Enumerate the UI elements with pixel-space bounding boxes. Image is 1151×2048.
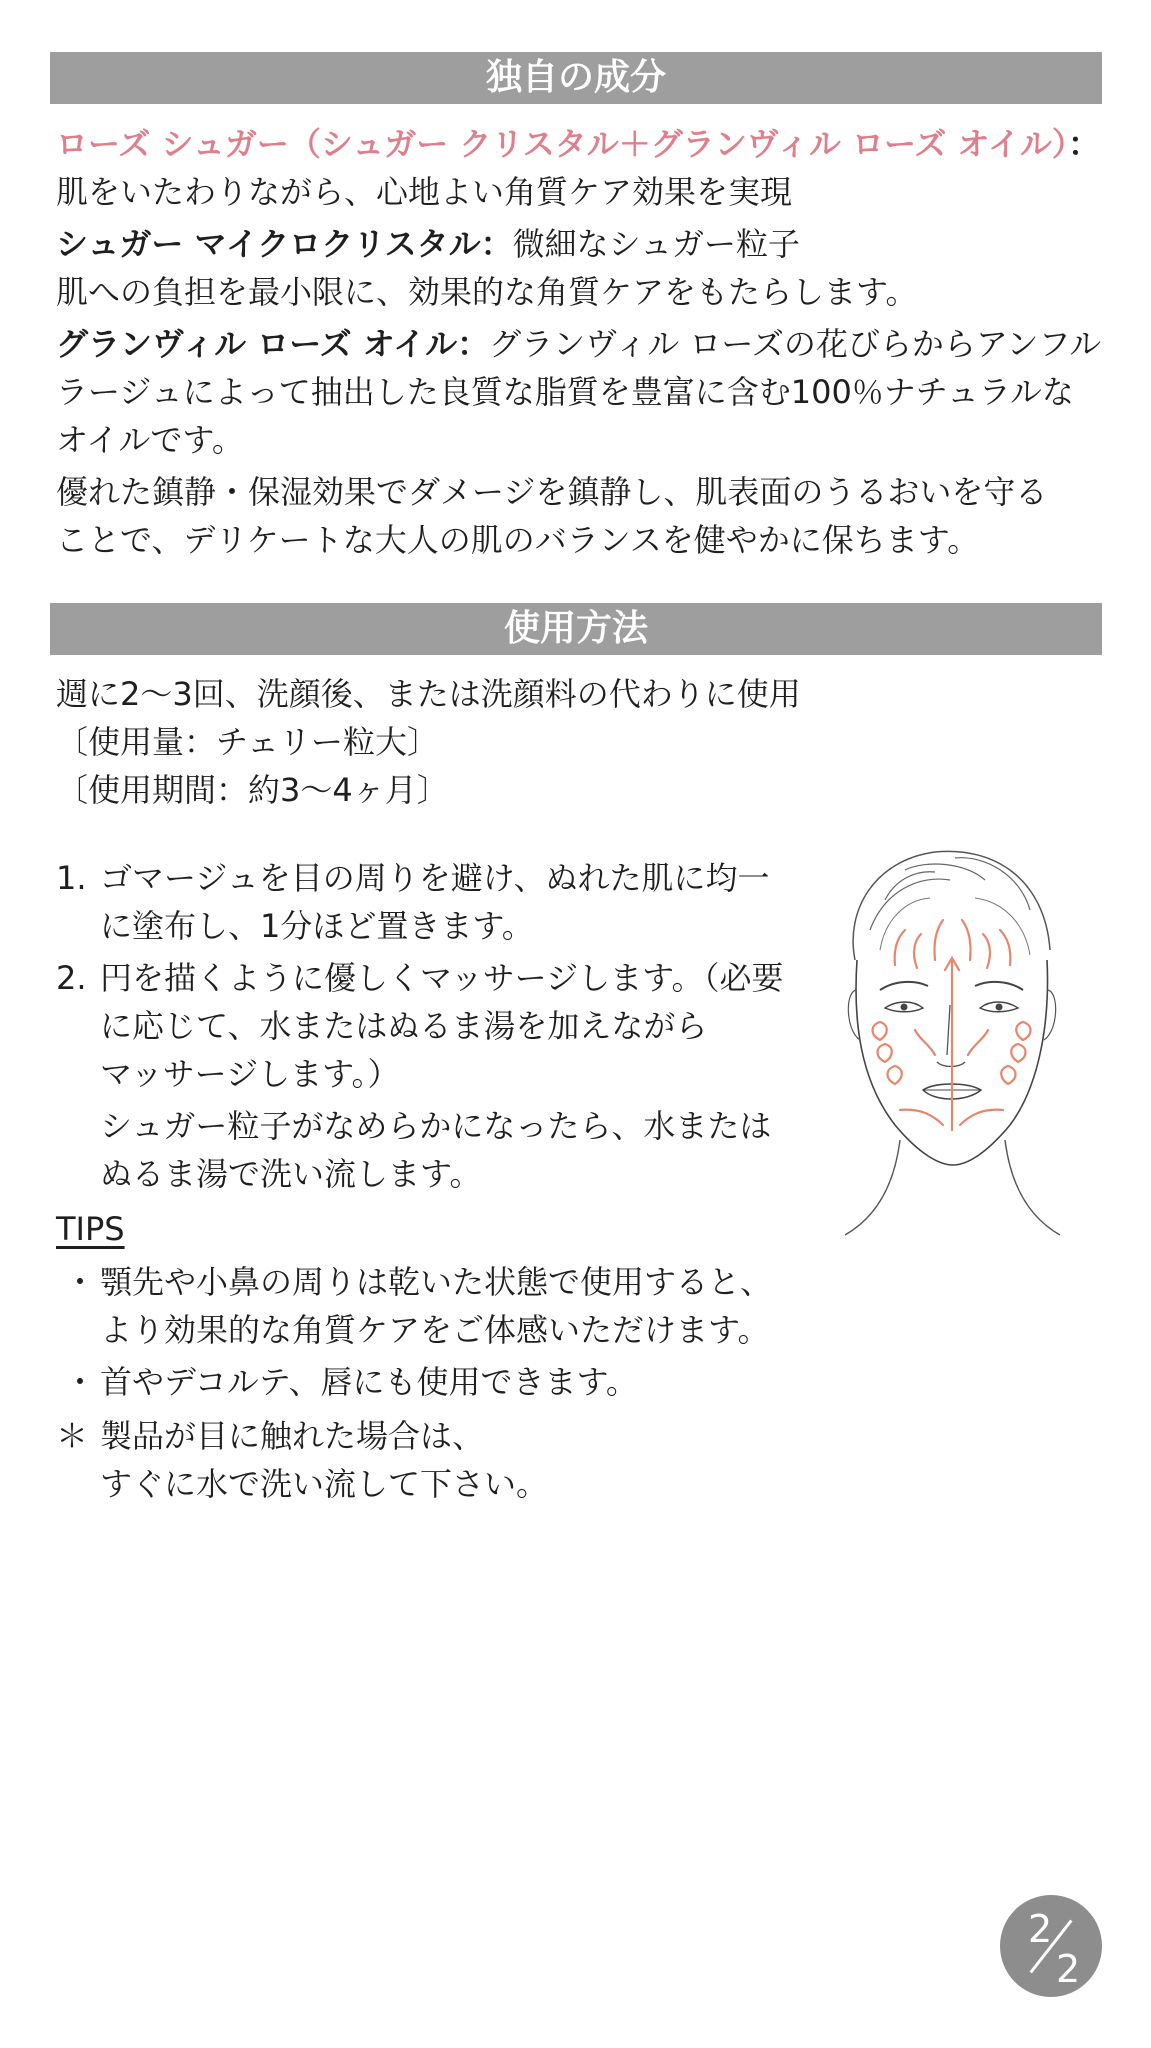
- granville-desc3: オイルです。: [56, 421, 244, 459]
- sugar-micro-name: シュガー マイクロクリスタル：: [56, 225, 513, 263]
- tip1-line2: より効果的な角質ケアをご体感いただけます。: [100, 1311, 770, 1349]
- page-indicator-badge: [1000, 1895, 1102, 1997]
- benefit-line2: ことで、デリケートな大人の肌のバランスを健やかに保ちます。: [56, 521, 980, 559]
- sugar-micro-line: [56, 222, 800, 266]
- sugar-micro-desc1: 微細なシュガー粒子: [512, 225, 800, 263]
- tip1-line1: 顎先や小鼻の周りは乾いた状態で使用すると、: [100, 1263, 773, 1301]
- ingredients-section-title: 独自の成分: [485, 57, 666, 98]
- benefit-line1: 優れた鎮静・保湿効果でダメージを鎮静し、肌表面のうるおいを守る: [56, 473, 1048, 511]
- usage-frequency: 週に2〜3回、洗顔後、または洗顔料の代わりに使用: [56, 675, 801, 713]
- sugar-micro-desc2: 肌への負担を最小限に、効果的な角質ケアをもたらします。: [56, 273, 918, 311]
- caution-mark: ＊: [56, 1417, 89, 1455]
- step1-line1: ゴマージュを目の周りを避け、ぬれた肌に均一: [100, 859, 770, 897]
- rose-sugar-desc: 肌をいたわりながら、心地よい角質ケア効果を実現: [56, 173, 793, 211]
- rose-sugar-heading: [56, 122, 1100, 166]
- step2-line3: マッサージします。）: [100, 1055, 400, 1093]
- usage-period: 〔使用期間：約3〜4ヶ月〕: [56, 771, 449, 809]
- caution-line1: 製品が目に触れた場合は、: [100, 1417, 485, 1455]
- step1-line2: に塗布し、1分ほど置きます。: [100, 907, 534, 945]
- step2-number: 2.: [56, 959, 87, 997]
- tip1-bullet: ・: [64, 1263, 97, 1301]
- page-current: 2: [1028, 1907, 1053, 1951]
- caution-line2: すぐに水で洗い流して下さい。: [100, 1465, 549, 1503]
- tip2-bullet: ・: [64, 1363, 97, 1401]
- tips-heading: TIPS: [56, 1210, 125, 1248]
- granville-name: グランヴィル ローズ オイル：: [56, 325, 490, 363]
- page-total: 2: [1056, 1947, 1081, 1991]
- tip2-line: 首やデコルテ、唇にも使用できます。: [100, 1363, 638, 1401]
- rose-sugar-colon: ：: [1067, 125, 1100, 163]
- step2-line2: に応じて、水またはぬるま湯を加えながら: [100, 1007, 708, 1045]
- granville-desc1: グランヴィル ローズの花びらからアンフル: [489, 325, 1102, 363]
- face-massage-illustration: [825, 840, 1075, 1240]
- rose-sugar-name: ローズ シュガー（シュガー クリスタル＋グランヴィル ローズ オイル）: [56, 125, 1068, 163]
- granville-line: [56, 322, 1101, 366]
- step2-line1: 円を描くように優しくマッサージします。（必要: [100, 959, 784, 997]
- usage-section-header: [50, 603, 1102, 655]
- usage-section-title: 使用方法: [503, 608, 648, 649]
- ingredients-section-header: [50, 52, 1102, 104]
- step2-line5: ぬるま湯で洗い流します。: [100, 1155, 482, 1193]
- step2-line4: シュガー粒子がなめらかになったら、水または: [100, 1107, 772, 1145]
- usage-amount: 〔使用量：チェリー粒大〕: [56, 723, 440, 761]
- granville-desc2: ラージュによって抽出した良質な脂質を豊富に含む100％ナチュラルな: [56, 373, 1074, 411]
- step1-number: 1.: [56, 859, 87, 897]
